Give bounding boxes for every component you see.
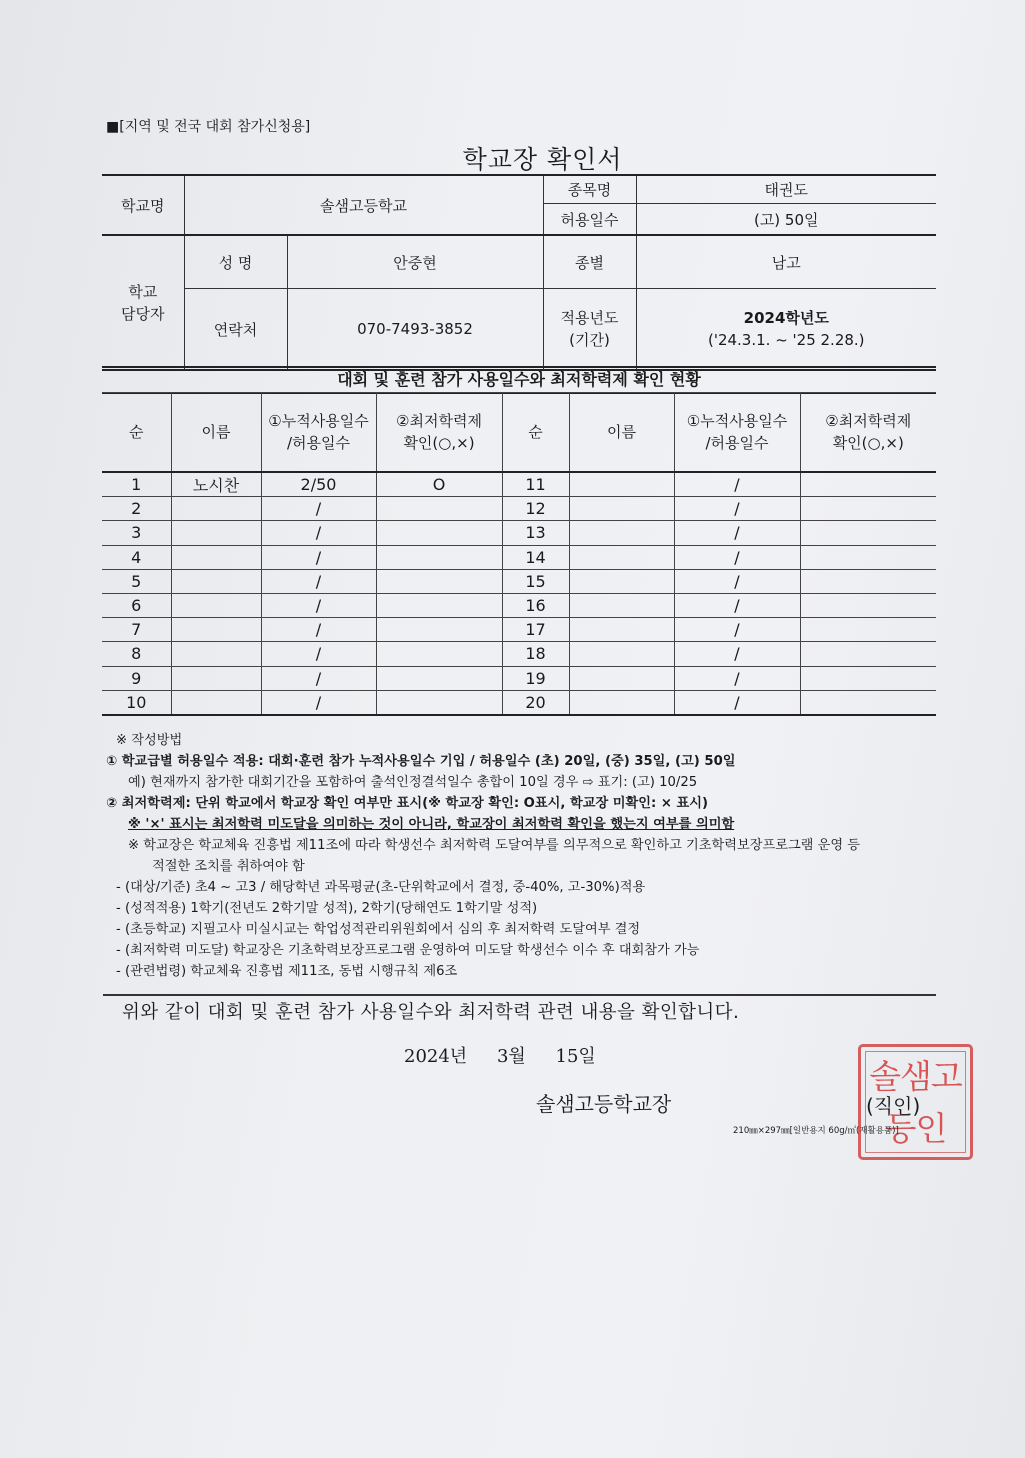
row-name [569,618,674,642]
row-no: 3 [102,521,171,545]
row-no: 7 [102,618,171,642]
instruction-dash-4: - (최저학력 미도달) 학교장은 기초학력보장프로그램 운영하여 미도달 학생선수 이수 후 대회참가 가능 [116,943,700,958]
event-value: 태권도 [636,175,936,204]
row-no: 4 [102,545,171,569]
row-check [376,642,502,666]
row-no: 11 [502,472,569,497]
row-days: / [261,593,376,617]
usage-table-header [102,393,936,473]
row-days: 2/50 [261,472,376,497]
col-header-check: ②최저학력제 확인(○,×) [800,393,936,473]
row-no: 13 [502,521,569,545]
col-header-name: 이름 [569,393,674,473]
row-no: 5 [102,569,171,593]
row-days: / [261,569,376,593]
col-header-no: 순 [102,393,171,473]
name-label: 성 명 [184,235,287,289]
instruction-item-2-note-2-cont: 적절한 조치를 취하여야 함 [152,859,305,874]
contact-value: 070-7493-3852 [287,289,543,371]
school-info-table [102,174,936,371]
instruction-dash-2: - (성적적용) 1학기(전년도 2학기말 성적), 2학기(당해연도 1학기말 성적) [116,901,538,916]
year-period: ('24.3.1. ~ '25 2.28.) [707,331,865,349]
row-no: 8 [102,642,171,666]
instruction-item-2-note-2: ※ 학교장은 학교체육 진흥법 제11조에 따라 학생선수 최저학력 도달여부를 의무적으로 확인하고 기초학력보장프로그램 운영 등 [128,838,861,853]
instructions [106,730,946,982]
row-no: 6 [102,593,171,617]
row-name [569,545,674,569]
row-check [376,593,502,617]
gender-value: 남고 [636,235,936,289]
form-type-label: ■[지역 및 전국 대회 참가신청용] [106,119,311,135]
instruction-dash-1: - (대상/기준) 초4 ~ 고3 / 해당학년 과목평균(초-단위학교에서 결정, 중-40%, 고-30%)적용 [116,880,646,895]
row-name [171,497,261,521]
seal-label: (직인) [866,1094,921,1118]
row-name [569,521,674,545]
row-check [376,569,502,593]
date-month: 3월 [496,1046,526,1067]
instruction-dash-5: - (관련법령) 학교체육 진흥법 제11조, 동법 시행규칙 제6조 [116,964,458,979]
row-no: 12 [502,497,569,521]
row-check [800,472,936,497]
instruction-dash-3: - (초등학교) 지필고사 미실시교는 학업성적관리위원회에서 심의 후 최저학력 도달여부 결정 [116,922,641,937]
row-check [800,545,936,569]
year-label: 적용년도 (기간) [543,289,636,371]
issue-date [404,1042,596,1068]
row-name [171,569,261,593]
school-name-label: 학교명 [102,175,184,235]
row-no: 20 [502,690,569,715]
name-value: 안중현 [287,235,543,289]
principal-title: 솔샘고등학교장 [536,1092,672,1116]
contact-label: 연락처 [184,289,287,371]
row-check [376,545,502,569]
row-no: 17 [502,618,569,642]
instruction-item-2: ② 최저학력제: 단위 학교에서 학교장 확인 여부만 표시(※ 학교장 확인: O표시, 학교장 미확인: × 표시) [106,796,709,811]
row-check [800,569,936,593]
table-row [102,545,936,569]
row-days: / [261,642,376,666]
row-name [569,497,674,521]
row-days: / [261,521,376,545]
row-name [569,569,674,593]
row-days: / [674,666,800,690]
col-header-days: ①누적사용일수 /허용일수 [261,393,376,473]
gender-label: 종별 [543,235,636,289]
col-header-no: 순 [502,393,569,473]
row-name [569,666,674,690]
table-row [102,593,936,617]
row-check [376,690,502,715]
table-row [102,521,936,545]
table-row [102,569,936,593]
row-check [800,521,936,545]
row-check [800,666,936,690]
instruction-item-2-note-1: ※ '×' 표시는 최저학력 미도달을 의미하는 것이 아니라, 학교장이 최저학력 확인을 했는지 여부를 의미함 [128,817,735,832]
date-day: 15일 [555,1046,596,1067]
row-no: 16 [502,593,569,617]
row-no: 2 [102,497,171,521]
table-row [102,472,936,497]
row-name [171,666,261,690]
instruction-item-1: ① 학교급별 허용일수 적용: 대회·훈련 참가 누적사용일수 기입 / 허용일수 (초) 20일, (중) 35일, (고) 50일 [106,754,736,769]
row-check [376,497,502,521]
row-days: / [674,593,800,617]
allowed-days-label: 허용일수 [543,204,636,236]
row-days: / [261,666,376,690]
row-no: 18 [502,642,569,666]
row-name [171,593,261,617]
row-days: / [261,497,376,521]
row-name [171,642,261,666]
row-name [171,618,261,642]
instruction-item-1-example: 예) 현재까지 참가한 대회기간을 포함하여 출석인정결석일수 총합이 10일 경우 ⇨ 표기: (고) 10/25 [128,775,698,790]
row-check [376,521,502,545]
col-header-name: 이름 [171,393,261,473]
table-row [102,497,936,521]
col-header-days: ①누적사용일수 /허용일수 [674,393,800,473]
paper-spec-note: 210㎜×297㎜[일반용지 60g/㎡(재활용품)] [733,1126,899,1136]
row-days: / [674,690,800,715]
row-name [569,642,674,666]
row-days: / [674,472,800,497]
row-no: 15 [502,569,569,593]
allowed-days-value: (고) 50일 [636,204,936,236]
row-name [569,690,674,715]
row-no: 19 [502,666,569,690]
usage-table-body [102,472,936,715]
row-check [376,666,502,690]
row-no: 9 [102,666,171,690]
school-name-value: 솔샘고등학교 [184,175,543,235]
row-days: / [261,545,376,569]
confirmation-statement: 위와 같이 대회 및 훈련 참가 사용일수와 최저학력 관련 내용을 확인합니다. [122,1002,740,1023]
year-value: 2024학년도 [743,309,829,327]
event-label: 종목명 [543,175,636,204]
row-days: / [261,618,376,642]
row-days: / [674,521,800,545]
table-row [102,666,936,690]
instructions-heading: ※ 작성방법 [116,733,183,748]
manager-label: 학교 담당자 [102,235,184,370]
row-no: 14 [502,545,569,569]
row-check: O [376,472,502,497]
divider [103,994,936,996]
row-check [800,642,936,666]
row-days: / [261,690,376,715]
usage-table [102,392,936,716]
document-title: 학교장 확인서 [462,145,623,174]
row-name [569,593,674,617]
table-row [102,618,936,642]
row-no: 10 [102,690,171,715]
official-seal-stamp: 솔샘고 등인 [858,1044,973,1160]
row-days: / [674,497,800,521]
row-name [569,472,674,497]
row-check [800,690,936,715]
year-cell [636,289,936,371]
table-row [102,690,936,715]
row-days: / [674,618,800,642]
row-name [171,521,261,545]
row-check [376,618,502,642]
row-days: / [674,545,800,569]
row-no: 1 [102,472,171,497]
row-check [800,618,936,642]
row-check [800,593,936,617]
row-days: / [674,569,800,593]
row-days: / [674,642,800,666]
row-check [800,497,936,521]
usage-section-title: 대회 및 훈련 참가 사용일수와 최저학력제 확인 현황 [102,366,936,394]
row-name [171,690,261,715]
table-row [102,642,936,666]
row-name: 노시찬 [171,472,261,497]
col-header-check: ②최저학력제 확인(○,×) [376,393,502,473]
row-name [171,545,261,569]
date-year: 2024년 [404,1046,468,1067]
